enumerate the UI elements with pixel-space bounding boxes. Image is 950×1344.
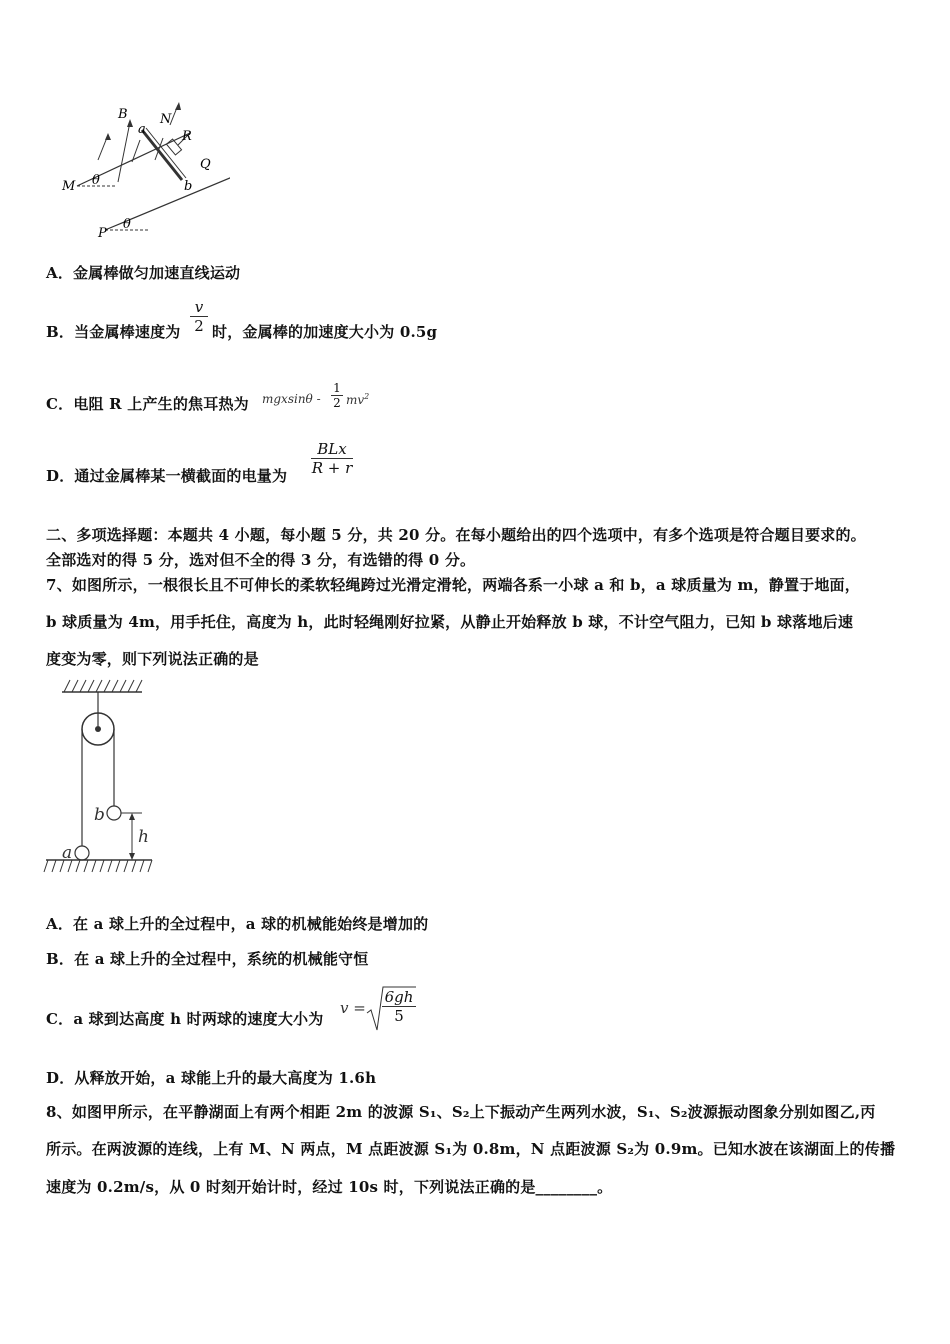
q6-option-c-frac-num: 1 <box>333 381 341 395</box>
q6-option-c-expr1: mgxsinθ - <box>262 392 321 406</box>
q6-option-d-numerator: BLx <box>317 440 347 458</box>
q8-stem-line3: 速度为 0.2m/s，从 0 时刻开始计时，经过 10s 时，下列说法正确的是________。 <box>46 1178 613 1196</box>
q6-option-a: A．金属棒做匀加速直线运动 <box>46 264 241 282</box>
q7-stem-line3: 度变为零，则下列说法正确的是 <box>46 650 259 668</box>
q6-option-b-numerator: v <box>194 298 204 316</box>
section2-line1: 二、多项选择题：本题共 4 小题，每小题 5 分，共 20 分。在每小题给出的四个选项中，有多个选项是符合题目要求的。 <box>46 526 866 544</box>
label-theta1: θ <box>92 173 100 188</box>
label-a: a <box>138 122 146 137</box>
q6-option-b-suffix: 时，金属棒的加速度大小为 0.5g <box>212 323 438 341</box>
pulley-label-h: h <box>138 827 149 847</box>
q7-option-c-prefix: C．a 球到达高度 h 时两球的速度大小为 <box>46 1010 324 1028</box>
q6-option-d-fraction <box>311 440 353 477</box>
q7-option-a: A．在 a 球上升的全过程中，a 球的机械能始终是增加的 <box>46 915 429 933</box>
q7-option-d: D．从释放开始，a 球能上升的最大高度为 1.6h <box>46 1069 377 1087</box>
q7-option-c-v: v = <box>340 999 366 1017</box>
q8-stem-line2: 所示。在两波源的连线，上有 M、N 两点，M 点距波源 S₁为 0.8m，N 点距波源 S₂为 0.9m。已知水波在该湖面上的传播 <box>46 1140 896 1158</box>
q8-stem-line1: 8、如图甲所示，在平静湖面上有两个相距 2m 的波源 S₁、S₂上下振动产生两列水波，S₁、S₂波源振动图象分别如图乙,丙 <box>46 1103 876 1121</box>
label-b: b <box>184 179 193 194</box>
q6-option-c-frac-den: 2 <box>331 395 343 410</box>
inclined-rails-figure <box>50 100 230 240</box>
q6-option-b-denominator: 2 <box>190 316 208 335</box>
q6-option-c-expr2 <box>346 392 369 407</box>
label-N: N <box>160 112 172 127</box>
q6-option-b-fraction <box>190 298 208 335</box>
q6-option-c-fraction <box>331 381 343 410</box>
q7-option-b: B．在 a 球上升的全过程中，系统的机械能守恒 <box>46 950 369 968</box>
q6-option-d-denominator: R + r <box>311 459 353 477</box>
label-Q: Q <box>200 157 211 172</box>
q7-stem-line1: 7、如图所示，一根很长且不可伸长的柔软轻绳跨过光滑定滑轮，两端各系一小球 a 和 b，a 球质量为 m，静置于地面， <box>46 576 860 594</box>
q6-option-c-prefix: C．电阻 R 上产生的焦耳热为 <box>46 395 249 413</box>
pulley-label-a: a <box>62 843 73 863</box>
q7-option-c-numerator: 6gh <box>384 988 414 1006</box>
label-B: B <box>118 107 128 122</box>
label-P: P <box>98 226 107 240</box>
section2-line2: 全部选对的得 5 分，选对但不全的得 3 分，有选错的得 0 分。 <box>46 551 476 569</box>
q6-option-c-mv: mv <box>346 393 365 407</box>
q6-option-c-sup: 2 <box>364 392 370 401</box>
label-theta2: θ <box>123 217 131 232</box>
pulley-figure <box>42 676 157 876</box>
label-R: R <box>182 129 192 144</box>
q7-option-c-denominator: 5 <box>382 1006 416 1025</box>
q7-option-c-fraction <box>382 988 416 1025</box>
q6-option-d-prefix: D．通过金属棒某一横截面的电量为 <box>46 467 288 485</box>
q6-option-b-prefix: B．当金属棒速度为 <box>46 323 181 341</box>
label-M: M <box>62 179 76 194</box>
pulley-label-b: b <box>94 805 105 825</box>
q7-stem-line2: b 球质量为 4m，用手托住，高度为 h，此时轻绳刚好拉紧，从静止开始释放 b 球，不计空气阻力，已知 b 球落地后速 <box>46 613 854 631</box>
